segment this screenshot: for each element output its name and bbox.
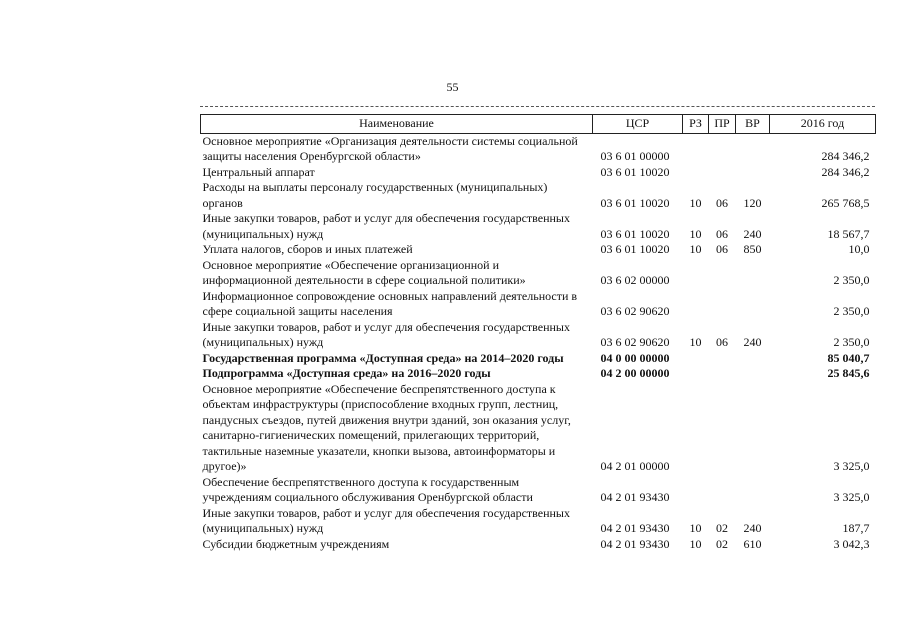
row-rz [683,351,709,367]
row-name: Основное мероприятие «Организация деятельности системы социальной защиты населения Оренбургской области» [202,133,578,163]
row-amount: 25 845,6 [827,366,870,380]
table-row [201,320,876,351]
row-name: Расходы на выплаты персоналу государственных (муниципальных) органов [202,180,548,210]
row-vr [736,165,770,181]
row-rz: 10 [689,226,702,241]
row-amount: 2 350,0 [833,273,870,287]
header-row [201,115,876,134]
row-pr: 06 [716,195,728,210]
row-name: Субсидии бюджетным учреждениям [202,536,390,551]
table-row [201,165,876,181]
row-vr: 240 [743,521,762,535]
row-amount: 265 768,5 [821,195,870,210]
row-vr [736,133,770,165]
row-rz [683,382,709,475]
row-pr: 02 [716,521,728,535]
row-rz [683,258,709,289]
row-name: Иные закупки товаров, работ и услуг для обеспечения государственных (муниципальных) нужд [202,211,570,241]
row-name: Иные закупки товаров, работ и услуг для обеспечения государственных (муниципальных) нужд [202,505,570,535]
row-amount: 3 042,3 [833,536,870,551]
table-row [201,133,876,165]
row-vr [736,289,770,320]
row-csr: 03 6 02 00000 [600,273,670,287]
row-csr: 03 6 02 90620 [600,335,670,349]
row-vr [736,351,770,367]
row-csr: 04 2 00 00000 [600,366,670,380]
row-pr [709,475,736,506]
row-vr [736,366,770,382]
row-rz [683,165,709,181]
row-csr: 04 2 01 93430 [600,521,670,535]
row-amount: 18 567,7 [827,226,870,241]
row-pr [709,289,736,320]
row-csr: 03 6 01 00000 [600,149,670,163]
row-amount: 284 346,2 [821,164,870,179]
table-row [201,258,876,289]
table-body [201,133,876,552]
row-amount: 3 325,0 [833,490,870,504]
row-name: Государственная программа «Доступная среда» на 2014–2020 годы [202,350,564,365]
row-vr [736,258,770,289]
header-year: 2016 год [770,115,876,134]
row-rz [683,366,709,382]
row-name: Основное мероприятие «Обеспечение организационной и информационной деятельности в сфере социальной политики» [202,257,526,287]
row-name: Центральный аппарат [202,164,315,179]
row-pr: 02 [716,536,728,551]
table-row [201,242,876,258]
row-name: Уплата налогов, сборов и иных платежей [202,242,413,256]
row-csr: 03 6 01 10020 [600,242,670,256]
row-pr [709,351,736,367]
row-vr: 120 [743,195,762,210]
budget-table [200,114,876,552]
row-vr: 610 [743,536,762,551]
row-pr: 06 [716,226,728,241]
header-pr: ПР [709,115,736,134]
row-pr: 06 [716,335,728,349]
row-amount: 85 040,7 [827,350,870,365]
table-row [201,366,876,382]
row-csr: 04 2 01 93430 [600,490,670,504]
table-header [201,115,876,134]
row-pr: 06 [716,242,728,256]
row-rz: 10 [689,335,702,349]
row-rz [683,289,709,320]
header-rule [200,106,875,107]
row-csr: 03 6 01 10020 [600,195,670,210]
row-name: Информационное сопровождение основных направлений деятельности в сфере социальной защиты населения [202,288,578,318]
row-vr [736,475,770,506]
row-rz [683,133,709,165]
row-pr [709,165,736,181]
row-csr: 04 2 01 93430 [600,536,670,551]
table-row [201,382,876,475]
row-amount: 2 350,0 [833,335,870,349]
header-csr: ЦСР [593,115,683,134]
row-rz: 10 [689,521,702,535]
row-csr: 03 6 02 90620 [600,304,670,318]
row-pr [709,382,736,475]
row-amount: 10,0 [848,242,870,256]
row-amount: 187,7 [842,521,870,535]
table-row [201,537,876,553]
row-pr [709,258,736,289]
row-csr: 04 0 00 00000 [600,350,670,365]
row-name: Подпрограмма «Доступная среда» на 2016–2020 годы [202,366,491,380]
table-row [201,475,876,506]
row-name: Основное мероприятие «Обеспечение беспрепятственного доступа к объектам инфраструктуры (приспособление входных групп, лестниц, пандусных съездов, путей движения внутри зданий, зон оказания услуг, санитарно-гигиенических помещений, прилегающих территорий, тактильные наземные указатели, кнопки вызова, автоинформаторы и другое)» [202,381,571,473]
row-rz [683,475,709,506]
row-name: Обеспечение беспрепятственного доступа к государственным учреждениям социального обслуживания Оренбургской области [202,474,533,504]
row-amount: 3 325,0 [833,459,870,473]
row-csr: 03 6 01 10020 [600,164,670,179]
row-rz: 10 [689,242,702,256]
row-vr: 240 [743,335,762,349]
table-row [201,180,876,211]
row-rz: 10 [689,536,702,551]
row-name: Иные закупки товаров, работ и услуг для обеспечения государственных (муниципальных) нужд [202,319,570,349]
row-rz: 10 [689,195,702,210]
table-row [201,211,876,242]
header-name: Наименование [201,115,593,134]
header-rz: РЗ [683,115,709,134]
row-vr [736,382,770,475]
row-amount: 2 350,0 [833,304,870,318]
table-row [201,351,876,367]
row-vr: 240 [743,226,762,241]
page-number: 55 [446,80,459,94]
row-amount: 284 346,2 [821,149,870,163]
row-csr: 04 2 01 00000 [600,459,670,473]
table-row [201,289,876,320]
header-vr: ВР [736,115,770,134]
row-pr [709,133,736,165]
row-pr [709,366,736,382]
table-row [201,506,876,537]
row-csr: 03 6 01 10020 [600,226,670,241]
row-vr: 850 [743,242,762,256]
